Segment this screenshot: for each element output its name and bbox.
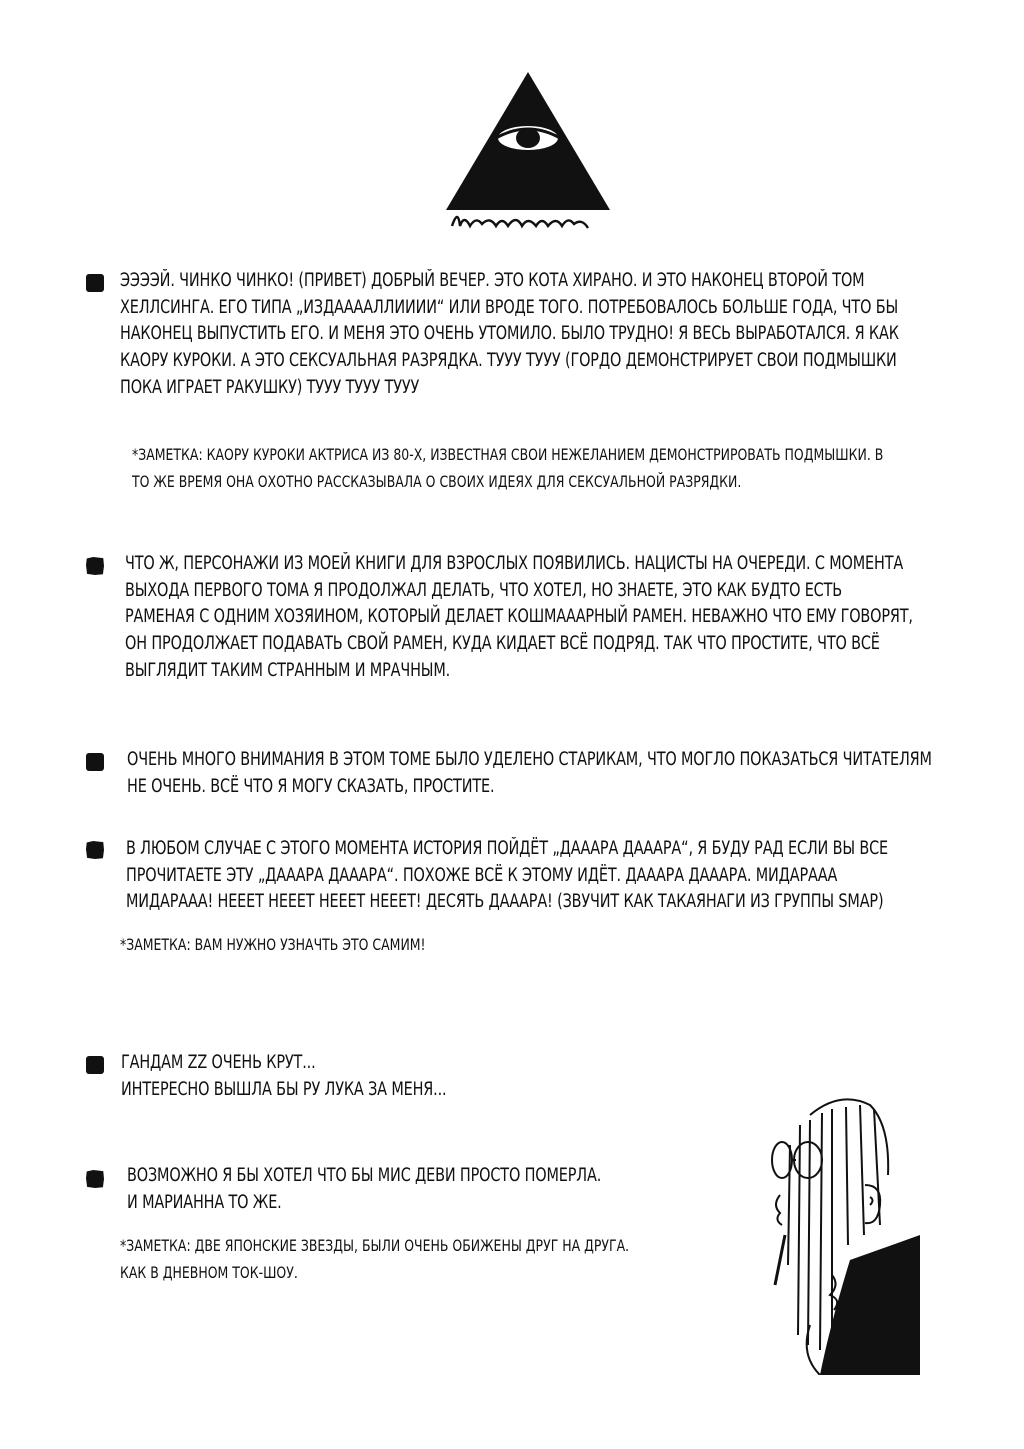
paragraph-6: ВОЗМОЖНО Я БЫ ХОТЕЛ ЧТО БЫ МИС ДЕВИ ПРОСТО ПОМЕРЛА. И МАРИАННА ТО ЖЕ. <box>127 1165 602 1213</box>
eye-in-triangle-icon <box>438 70 618 240</box>
paragraph-3: ОЧЕНЬ МНОГО ВНИМАНИЯ В ЭТОМ ТОМЕ БЫЛО УДЕЛЕНО СТАРИКАМ, ЧТО МОГЛО ПОКАЗАТЬСЯ ЧИТАТЕЛЯМ НЕ ОЧЕНЬ. ВСЁ ЧТО Я МОГУ СКАЗАТЬ, ПРОСТИТЕ. <box>127 749 932 797</box>
note-1: *ЗАМЕТКА: КАОРУ КУРОКИ АКТРИСА ИЗ 80-Х, ИЗВЕСТНАЯ СВОИ НЕЖЕЛАНИЕМ ДЕМОНСТРИРОВАТЬ ПОДМЫШКИ. В ТО ЖЕ ВРЕМЯ ОНА ОХОТНО РАССКАЗЫВАЛА О СВОИХ ИДЕЯХ ДЛЯ СЕКСУАЛЬНОЙ РАЗРЯДКИ. <box>132 445 884 491</box>
bullet-icon <box>86 753 104 771</box>
bullet-icon <box>86 274 104 292</box>
bullet-icon <box>86 1170 104 1188</box>
paragraph-5: ГАНДАМ ZZ ОЧЕНЬ КРУТ... ИНТЕРЕСНО ВЫШЛА БЫ РУ ЛУКА ЗА МЕНЯ... <box>121 1052 447 1100</box>
author-caricature <box>770 1085 920 1375</box>
author-logo <box>438 70 618 240</box>
bullet-icon <box>86 1056 104 1074</box>
bullet-icon <box>86 841 104 859</box>
paragraph-2: ЧТО Ж, ПЕРСОНАЖИ ИЗ МОЕЙ КНИГИ ДЛЯ ВЗРОСЛЫХ ПОЯВИЛИСЬ. НАЦИСТЫ НА ОЧЕРЕДИ. С МОМЕНТА ВЫХОДА ПЕРВОГО ТОМА Я ПРОДОЛЖАЛ ДЕЛАТЬ, ЧТО ХОТЕЛ, НО ЗНАЕТЕ, ЭТО КАК БУДТО ЕСТЬ РАМЕНАЯ С ОДНИМ ХОЗЯИНОМ, КОТОРЫЙ ДЕЛАЕТ КОШМАААРНЫЙ РАМЕН. НЕВАЖНО ЧТО ЕМУ ГОВОРЯТ, ОН ПРОДОЛЖАЕТ ПОДАВАТЬ СВОЙ РАМЕН, КУДА КИДАЕТ ВСЁ ПОДРЯД. ТАК ЧТО ПРОСТИТЕ, ЧТО ВСЁ ВЫГЛЯДИТ ТАКИМ СТРАННЫМ И МРАЧНЫМ. <box>125 553 913 681</box>
note-6: *ЗАМЕТКА: ДВЕ ЯПОНСКИЕ ЗВЕЗДЫ, БЫЛИ ОЧЕНЬ ОБИЖЕНЫ ДРУГ НА ДРУГА. КАК В ДНЕВНОМ ТОК-ШОУ. <box>120 1236 630 1282</box>
bullet-icon <box>86 557 104 575</box>
paragraph-4: В ЛЮБОМ СЛУЧАЕ С ЭТОГО МОМЕНТА ИСТОРИЯ ПОЙДЁТ „ДАААРА ДАААРА“, Я БУДУ РАД ЕСЛИ ВЫ ВСЕ ПРОЧИТАЕТЕ ЭТУ „ДАААРА ДАААРА“. ПОХОЖЕ ВСЁ К ЭТОМУ ИДЁТ. ДАААРА ДАААРА. МИДАРААА МИДАРААА! НЕЕЕТ НЕЕЕТ НЕЕЕТ НЕЕЕТ! ДЕСЯТЬ ДАААРА! (ЗВУЧИТ КАК ТАКАЯНАГИ ИЗ ГРУППЫ SMAP) <box>126 838 889 913</box>
paragraph-1: ЭЭЭЭЙ. ЧИНКО ЧИНКО! (ПРИВЕТ) ДОБРЫЙ ВЕЧЕР. ЭТО КОТА ХИРАНО. И ЭТО НАКОНЕЦ ВТОРОЙ ТОМ ХЕЛЛСИНГА. ЕГО ТИПА „ИЗДААААЛЛИИИИ“ ИЛИ ВРОДЕ ТОГО. ПОТРЕБОВАЛОСЬ БОЛЬШЕ ГОДА, ЧТО БЫ НАКОНЕЦ ВЫПУСТИТЬ ЕГО. И МЕНЯ ЭТО ОЧЕНЬ УТОМИЛО. БЫЛО ТРУДНО! Я ВЕСЬ ВЫРАБОТАЛСЯ. Я КАК КАОРУ КУРОКИ. А ЭТО СЕКСУАЛЬНАЯ РАЗРЯДКА. ТУУУ ТУУУ (ГОРДО ДЕМОНСТРИРУЕТ СВОИ ПОДМЫШКИ ПОКА ИГРАЕТ РАКУШКУ) ТУУУ ТУУУ ТУУУ <box>120 270 899 398</box>
author-caricature-icon <box>770 1085 920 1375</box>
note-4: *ЗАМЕТКА: ВАМ НУЖНО УЗНАЧТЬ ЭТО САМИМ! <box>120 935 426 954</box>
